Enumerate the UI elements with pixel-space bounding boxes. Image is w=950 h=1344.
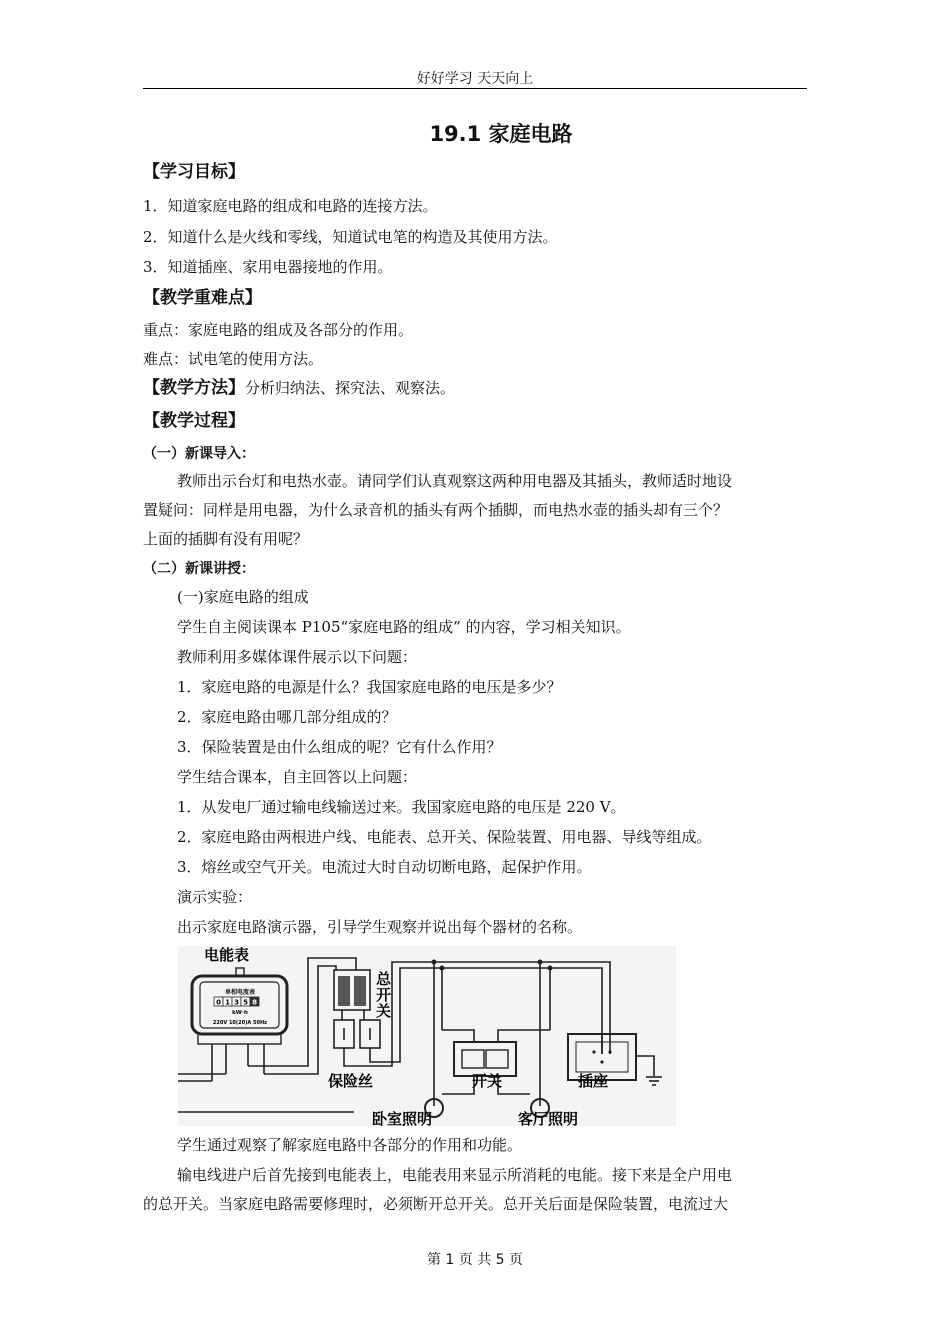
meter-digits <box>214 997 259 1007</box>
intro-heading: （一）新课导入： <box>143 446 255 462</box>
paragraph-line: 教师出示台灯和电热水壶。请同学们认真观察这两种用电器及其插头，教师适时地设 <box>177 472 733 490</box>
socket-label: 插座 <box>578 1072 609 1090</box>
lecture-line: 3．熔丝或空气开关。电流过大时自动切断电路，起保护作用。 <box>177 858 592 876</box>
lecture-heading: （二）新课讲授： <box>143 561 255 577</box>
meter-unit: kW·h <box>232 1010 248 1016</box>
page-footer: 第 1 页 共 5 页 <box>426 1252 524 1268</box>
goal-item: 1．知道家庭电路的组成和电路的连接方法。 <box>143 197 438 215</box>
lecture-line: 学生自主阅读课本 P105“家庭电路的组成” 的内容，学习相关知识。 <box>177 618 631 636</box>
fuse-label: 保险丝 <box>328 1072 374 1090</box>
lecture-line: 教师利用多媒体课件展示以下问题： <box>177 648 418 666</box>
meter-label: 电能表 <box>204 946 250 964</box>
keypoints-heading: 【教学重难点】 <box>143 288 262 308</box>
methods-heading: 【教学方法】 <box>143 378 245 398</box>
paragraph-line: 上面的插脚有没有用呢？ <box>143 530 309 548</box>
meter-digit: 8 <box>252 998 257 1007</box>
living-light-label: 客厅照明 <box>518 1110 579 1126</box>
meter-digit: 3 <box>234 998 239 1007</box>
lecture-line: 3．保险装置是由什么组成的呢？它有什么作用？ <box>177 738 502 756</box>
paragraph-line: 的总开关。当家庭电路需要修理时，必须断开总开关。总开关后面是保险装置，电流过大 <box>143 1195 729 1213</box>
methods-text: 分析归纳法、探究法、观察法。 <box>245 379 456 397</box>
goals-heading: 【学习目标】 <box>143 162 245 182</box>
bedroom-light-label: 卧室照明 <box>372 1110 433 1126</box>
meter-digit: 0 <box>216 998 221 1007</box>
header-divider <box>143 88 807 89</box>
lecture-line: 2．家庭电路由两根进户线、电能表、总开关、保险装置、用电器、导线等组成。 <box>177 828 712 846</box>
document-title: 19.1 家庭电路 <box>429 122 573 146</box>
page-header: 好好学习 天天向上 <box>416 71 534 87</box>
paragraph-line: 学生通过观察了解家庭电路中各部分的作用和功能。 <box>177 1136 523 1154</box>
paragraph-line: 输电线进户后首先接到电能表上，电能表用来显示所消耗的电能。接下来是全户用电 <box>177 1166 733 1184</box>
main-switch-label: 开 <box>376 986 392 1004</box>
methods-line <box>143 378 807 398</box>
lecture-line: 演示实验： <box>177 888 253 906</box>
meter-name: 单相电度表 <box>224 989 256 996</box>
lecture-line: (一)家庭电路的组成 <box>177 588 309 606</box>
lecture-line: 学生结合课本，自主回答以上问题： <box>177 768 418 786</box>
meter-digit: 1 <box>225 998 230 1007</box>
goal-item: 2．知道什么是火线和零线，知道试电笔的构造及其使用方法。 <box>143 228 558 246</box>
household-circuit-diagram <box>178 946 676 1126</box>
paragraph-line: 置疑问：同样是用电器，为什么录音机的插头有两个插脚，而电热水壶的插头却有三个？ <box>143 501 729 519</box>
key-point: 重点：家庭电路的组成及各部分的作用。 <box>143 321 414 339</box>
switch-label: 开关 <box>472 1072 503 1090</box>
process-heading: 【教学过程】 <box>143 411 245 431</box>
main-switch-label: 总 <box>376 970 392 988</box>
meter-digit: 5 <box>243 998 248 1007</box>
meter-spec: 220V 10(20)A 50Hz <box>212 1020 268 1026</box>
lecture-line: 2．家庭电路由哪几部分组成的？ <box>177 708 397 726</box>
difficult-point: 难点：试电笔的使用方法。 <box>143 350 324 368</box>
lecture-line: 1．从发电厂通过输电线输送过来。我国家庭电路的电压是 220 V。 <box>177 798 626 816</box>
goal-item: 3．知道插座、家用电器接地的作用。 <box>143 258 393 276</box>
lecture-line: 出示家庭电路演示器，引导学生观察并说出每个器材的名称。 <box>177 918 583 936</box>
main-switch-label: 关 <box>376 1002 392 1020</box>
lecture-line: 1．家庭电路的电源是什么？我国家庭电路的电压是多少？ <box>177 678 562 696</box>
